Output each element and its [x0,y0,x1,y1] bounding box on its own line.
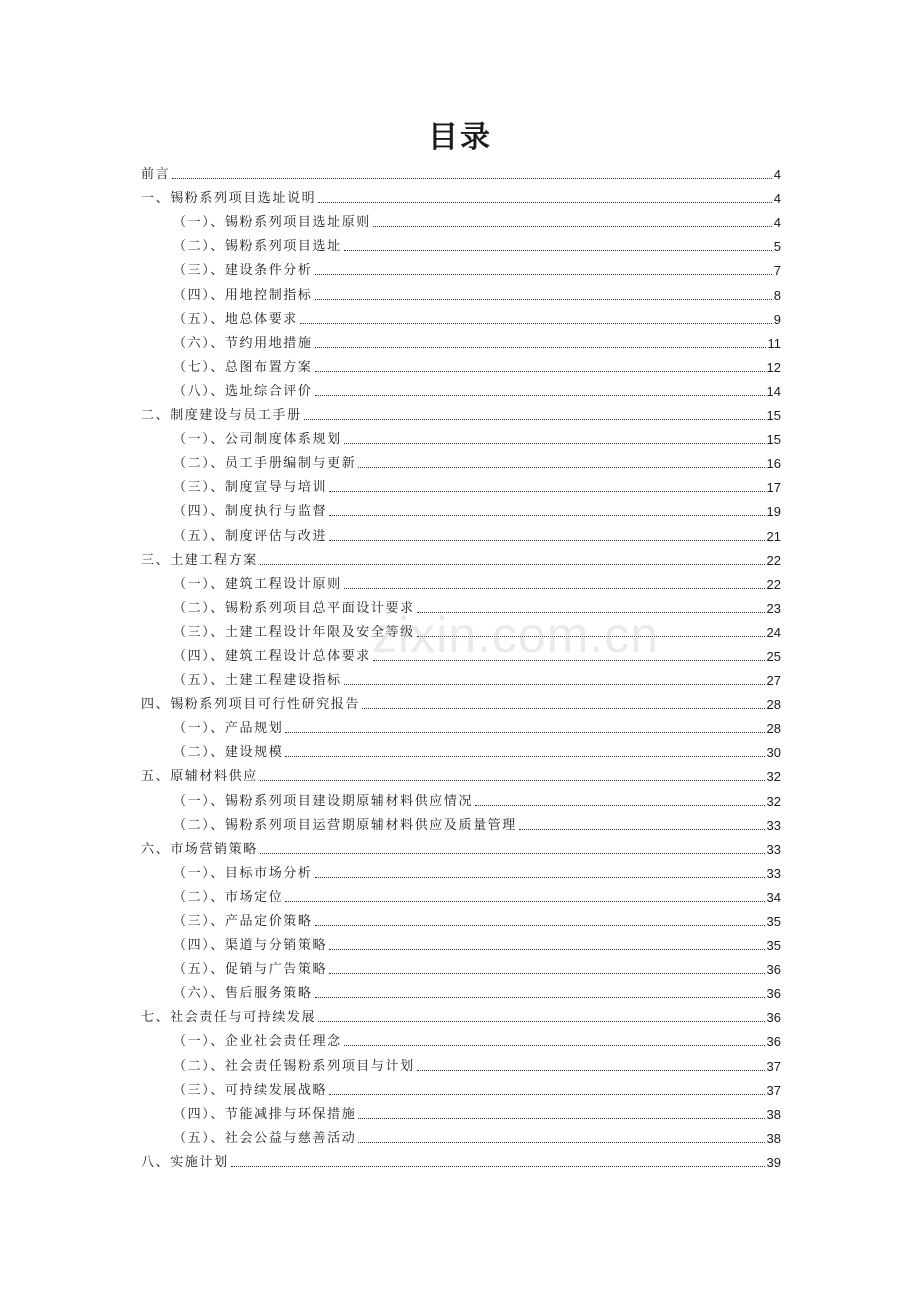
toc-entry[interactable] [141,401,781,425]
toc-page-number: 28 [766,721,781,737]
toc-entry[interactable] [141,1027,781,1051]
toc-dot-leader [358,1141,764,1143]
toc-entry[interactable] [141,208,781,232]
toc-dot-leader [358,466,764,468]
toc-dot-leader [260,779,765,781]
toc-entry-label: （六）、节约用地措施 [173,335,313,351]
toc-entry-label: 五、原辅材料供应 [141,769,258,785]
toc-page-number: 4 [773,215,781,231]
toc-dot-leader [315,273,772,275]
toc-entry-label: （二）、锡粉系列项目运营期原辅材料供应及质量管理 [173,817,517,833]
toc-page-number: 37 [766,1082,781,1098]
toc-entry-label: （五）、制度评估与改进 [173,528,328,544]
toc-page-number: 14 [766,383,781,399]
toc-entry[interactable] [141,280,781,304]
toc-entry-label: （三）、制度宣导与培训 [173,480,328,496]
toc-dot-leader [475,804,764,806]
toc-page-number: 32 [766,793,781,809]
toc-entry-label: （一）、产品规划 [173,721,284,737]
toc-page-number: 16 [766,456,781,472]
toc-page-number: 12 [766,359,781,375]
toc-entry[interactable] [141,714,781,738]
toc-dot-leader [329,972,764,974]
toc-entry-label: （一）、锡粉系列项目选址原则 [173,215,371,231]
toc-dot-leader [417,611,765,613]
toc-dot-leader [318,1020,764,1022]
toc-dot-leader [315,394,765,396]
toc-entry-label: （二）、市场定位 [173,889,284,905]
toc-page-number: 36 [766,1010,781,1026]
toc-entry[interactable] [141,618,781,642]
toc-dot-leader [300,322,772,324]
toc-dot-leader [329,1093,764,1095]
toc-entry-label: （二）、员工手册编制与更新 [173,456,357,472]
toc-dot-leader [373,659,765,661]
toc-entry[interactable] [141,738,781,762]
toc-entry-label: 一、锡粉系列项目选址说明 [141,191,317,207]
toc-entry[interactable] [141,1051,781,1075]
toc-entry[interactable] [141,762,781,786]
toc-page-number: 39 [766,1154,781,1170]
toc-entry[interactable] [141,449,781,473]
toc-dot-leader [260,563,765,565]
toc-entry[interactable] [141,232,781,256]
toc-page-number: 33 [766,865,781,881]
toc-entry[interactable] [141,546,781,570]
toc-entry[interactable] [141,1124,781,1148]
toc-page-number: 22 [766,576,781,592]
toc-entry[interactable] [141,883,781,907]
toc-entry[interactable] [141,353,781,377]
toc-entry-label: （三）、土建工程设计年限及安全等级 [173,624,415,640]
toc-dot-leader [304,418,765,420]
toc-page-number: 37 [766,1058,781,1074]
toc-dot-leader [344,683,765,685]
toc-entry-label: （二）、锡粉系列项目选址 [173,239,342,255]
toc-dot-leader [344,442,765,444]
toc-page-number: 27 [766,673,781,689]
toc-dot-leader [315,924,765,926]
toc-entry-label: （一）、锡粉系列项目建设期原辅材料供应情况 [173,793,474,809]
toc-entry[interactable] [141,1148,781,1172]
toc-dot-leader [315,298,772,300]
toc-page-number: 11 [767,335,781,351]
toc-entry[interactable] [141,256,781,280]
toc-entry-label: （三）、产品定价策略 [173,914,313,929]
toc-dot-leader [231,1165,765,1167]
toc-dot-leader [358,1117,764,1119]
toc-page-number: 36 [766,962,781,978]
toc-dot-leader [315,346,766,348]
toc-page-number: 15 [766,408,781,424]
toc-entry-label: （三）、建设条件分析 [173,263,313,279]
toc-entry-label: 前言 [141,167,171,183]
toc-entry-label: （一）、目标市场分析 [173,865,313,881]
toc-dot-leader [344,1044,765,1046]
toc-page-number: 32 [766,769,781,785]
toc-entry[interactable] [141,497,781,521]
toc-entry[interactable] [141,690,781,714]
toc-page-number: 17 [766,480,781,496]
toc-entry-label: （一）、公司制度体系规划 [173,432,342,448]
toc-entry[interactable] [141,931,781,955]
toc-dot-leader [285,755,764,757]
toc-page-number: 8 [773,287,781,303]
toc-page-number: 21 [766,528,781,544]
toc-page-number: 36 [766,986,781,1002]
toc-dot-leader [329,514,764,516]
toc-entry-label: （二）、锡粉系列项目总平面设计要求 [173,600,415,616]
toc-dot-leader [362,707,765,709]
toc-entry-label: （七）、总图布置方案 [173,359,313,375]
toc-page-number: 24 [766,624,781,640]
toc-entry[interactable] [141,859,781,883]
toc-entry-label: （一）、企业社会责任理念 [173,1034,342,1050]
toc-entry[interactable] [141,786,781,810]
toc-entry-label: 六、市场营销策略 [141,841,258,857]
toc-entry-label: （二）、社会责任锡粉系列项目与计划 [173,1058,415,1074]
toc-entry-label: （一）、建筑工程设计原则 [173,576,342,592]
toc-entry[interactable] [141,521,781,545]
toc-dot-leader [285,900,764,902]
toc-entry[interactable] [141,377,781,401]
toc-dot-leader [344,249,772,251]
toc-dot-leader [417,635,765,637]
toc-entry[interactable] [141,184,781,208]
toc-dot-leader [329,948,764,950]
toc-page-number: 19 [766,504,781,520]
toc-page-number: 28 [766,697,781,713]
toc-page-number: 9 [773,311,781,327]
toc-dot-leader [417,1069,765,1071]
toc-entry[interactable] [141,1003,781,1027]
toc-entry-label: （六）、售后服务策略 [173,986,313,1002]
toc-entry-label: （四）、节能减排与环保措施 [173,1106,357,1122]
toc-entry[interactable] [141,666,781,690]
toc-dot-leader [315,370,765,372]
toc-entry-label: （三）、可持续发展战略 [173,1082,328,1098]
toc-page-number: 34 [766,889,781,905]
toc-entry[interactable] [141,907,781,931]
toc-entry[interactable] [141,305,781,329]
toc-dot-leader [329,490,764,492]
toc-dot-leader [373,225,772,227]
toc-page-number: 25 [766,648,781,664]
table-of-contents [141,160,781,1172]
toc-page-number: 33 [766,841,781,857]
toc-entry-label: （五）、社会公益与慈善活动 [173,1130,357,1146]
toc-page-number: 30 [766,745,781,761]
toc-entry-label: 二、制度建设与员工手册 [141,408,302,424]
toc-dot-leader [172,177,772,179]
toc-entry-label: （八）、选址综合评价 [173,383,313,399]
toc-entry-label: （二）、建设规模 [173,745,284,761]
toc-entry-label: （五）、土建工程建设指标 [173,673,342,689]
toc-entry-label: （五）、地总体要求 [173,311,298,327]
toc-entry-label: 四、锡粉系列项目可行性研究报告 [141,697,361,713]
toc-entry[interactable] [141,835,781,859]
toc-entry-label: 三、土建工程方案 [141,552,258,568]
toc-page-number: 35 [766,914,781,929]
toc-page-number: 23 [766,600,781,616]
toc-entry[interactable] [141,811,781,835]
toc-entry-label: （四）、用地控制指标 [173,287,313,303]
toc-dot-leader [285,731,764,733]
toc-entry[interactable] [141,425,781,449]
toc-entry[interactable] [141,955,781,979]
toc-page-number: 15 [766,432,781,448]
toc-page-number: 4 [773,191,781,207]
toc-entry[interactable] [141,594,781,618]
toc-page-number: 4 [773,167,781,183]
toc-entry-label: （四）、渠道与分销策略 [173,938,328,954]
toc-entry-label: （五）、促销与广告策略 [173,962,328,978]
toc-entry[interactable] [141,473,781,497]
toc-entry-label: 八、实施计划 [141,1154,229,1170]
toc-page-number: 38 [766,1106,781,1122]
toc-page-number: 35 [766,938,781,954]
toc-entry[interactable] [141,642,781,666]
toc-dot-leader [329,539,764,541]
toc-dot-leader [315,996,765,998]
toc-entry-label: 七、社会责任与可持续发展 [141,1010,317,1026]
toc-page-number: 36 [766,1034,781,1050]
toc-dot-leader [344,587,765,589]
toc-entry-label: （四）、制度执行与监督 [173,504,328,520]
page-title: 目录 [428,120,492,155]
toc-dot-leader [315,876,765,878]
toc-entry[interactable] [141,160,781,184]
toc-entry[interactable] [141,570,781,594]
toc-entry[interactable] [141,979,781,1003]
toc-dot-leader [318,201,772,203]
toc-entry[interactable] [141,329,781,353]
toc-entry[interactable] [141,1100,781,1124]
toc-page-number: 7 [773,263,781,279]
toc-page-number: 38 [766,1130,781,1146]
toc-entry[interactable] [141,1076,781,1100]
toc-entry-label: （四）、建筑工程设计总体要求 [173,648,371,664]
toc-page-number: 33 [766,817,781,833]
toc-page-number: 22 [766,552,781,568]
toc-dot-leader [260,852,765,854]
toc-page-number: 5 [773,239,781,255]
toc-dot-leader [519,828,765,830]
watermark: zixin.com.cn [372,607,660,663]
